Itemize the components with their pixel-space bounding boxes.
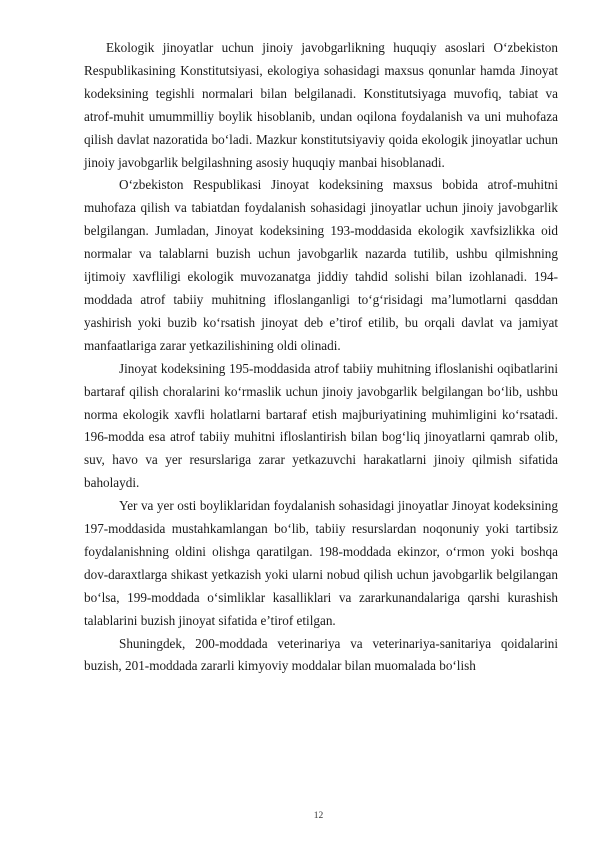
page-number: 12 [313,811,324,821]
paragraph-legal-basis: Ekologik jinoyatlar uchun jinoiy javobgarlikning huquqiy asoslari O‘zbekiston Respublikasining Konstitutsiyasi, ekologiya sohasidagi maxsus qonunlar hamda Jinoyat kodeksining tegishli normalari bilan belgilanadi. Konstitutsiyaga muvofiq, tabiat va atrof-muhit umummilliy boylik hisoblanib, undan oqilona foydalanish va uni muhofaza qilish davlat nazoratida bo‘ladi. Mazkur konstitutsiyaviy qoida ekologik jinoyatlar uchun jinoiy javobgarlik belgilashning asosiy huquqiy manbai hisoblanadi. [84,40,558,170]
paragraph-criminal-code-200-201: Shuningdek, 200-moddada veterinariya va veterinariya-sanitariya qoidalarini buzish, 201-moddada zararli kimyoviy moddalar bilan muomalada bo‘lish [84,635,558,674]
document-body [84,37,558,678]
paragraph-criminal-code-193-194: O‘zbekiston Respublikasi Jinoyat kodeksining maxsus bobida atrof-muhitni muhofaza qilish va tabiatdan foydalanish sohasidagi jinoyatlar uchun jinoiy javobgarlik belgilangan. Jumladan, Jinoyat kodeksining 193-moddasida ekologik xavfsizlikka oid normalar va talablarni buzish uchun javobgarlik nazarda tutilib, ushbu qilmishning ijtimoiy xavfliligi ekologik muvozanatga jiddiy tahdid solishi bilan izohlanadi. 194-moddada atrof tabiiy muhitning ifloslanganligi to‘g‘risidagi ma’lumotlarni qasddan yashirish yoki buzib ko‘rsatish jinoyat deb e’tirof etilib, bu orqali davlat va jamiyat manfaatlariga zarar yetkazilishining oldi olinadi. [84,177,558,353]
paragraph-criminal-code-197-199: Yer va yer osti boyliklaridan foydalanish sohasidagi jinoyatlar Jinoyat kodeksining 197-moddasida mustahkamlangan bo‘lib, tabiiy resurslardan noqonuniy yoki tartibsiz foydalanishning oldini olishga qaratilgan. 198-moddada ekinzor, o‘rmon yoki boshqa dov-daraxtlarga shikast yetkazish yoki ularni nobud qilish uchun javobgarlik belgilangan bo‘lsa, 199-moddada o‘simliklar kasalliklari va zararkunandalariga qarshi kurashish talablarini buzish jinoyat sifatida e’tirof etilgan. [84,498,558,628]
paragraph-criminal-code-195-196: Jinoyat kodeksining 195-moddasida atrof tabiiy muhitning ifloslanishi oqibatlarini bartaraf qilish choralarini ko‘rmaslik uchun jinoiy javobgarlik belgilangan bo‘lib, ushbu norma ekologik xavfli holatlarni bartaraf etish majburiyatining muhimligini ko‘rsatadi. 196-modda esa atrof tabiiy muhitni ifloslantirish bilan bog‘liq jinoyatlarni qamrab olib, suv, havo va yer resurslariga zarar yetkazuvchi harakatlarni jinoiy qilmish sifatida baholaydi. [84,360,558,491]
